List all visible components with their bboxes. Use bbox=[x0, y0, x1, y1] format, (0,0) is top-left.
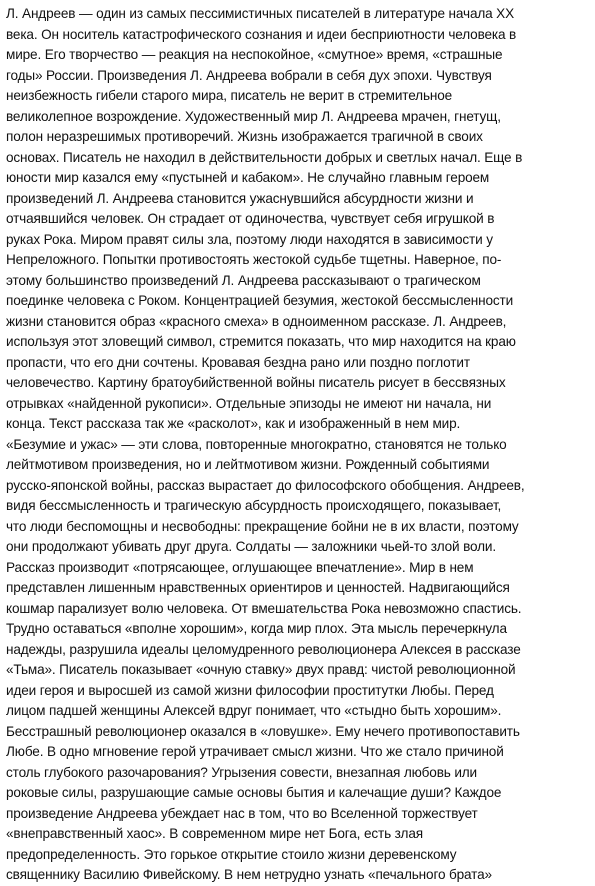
text-line: человечество. Картину братоубийственной войны писатель рисует в бессвязных bbox=[6, 375, 506, 390]
text-line: Непреложного. Попытки противостоять жестокой судьбе тщетны. Наверное, по- bbox=[6, 252, 502, 267]
text-line: руках Рока. Миром правят силы зла, поэтому люди находятся в зависимости у bbox=[6, 231, 493, 247]
text-line: полон неразрешимых противоречий. Жизнь изображается трагичной в своих bbox=[6, 129, 483, 144]
text-line: Л. Андреев — один из самых пессимистичных писателей в литературе начала ХХ bbox=[6, 6, 515, 21]
text-line: видя бессмысленность и трагическую абсурдность происходящего, показывает, bbox=[6, 498, 502, 513]
text-line: идеи героя и выросшей из самой жизни философии проститутки Любы. Перед bbox=[6, 682, 494, 698]
essay-text bbox=[6, 4, 589, 886]
text-line: годы» России. Произведения Л. Андреева вобрали в себя дух эпохи. Чувствуя bbox=[6, 67, 492, 83]
text-line: роковые силы, разрушающие самые основы бытия и калечащие души? Каждое bbox=[6, 785, 502, 800]
text-line: отчаявшийся человек. Он страдает от одиночества, чувствует себя игрушкой в bbox=[6, 211, 495, 226]
text-line: века. Он носитель катастрофического сознания и идеи бесприютности человека в bbox=[6, 26, 517, 42]
text-line: кошмар парализует волю человека. От вмешательства Рока невозможно спастись. bbox=[6, 600, 522, 616]
text-line: священнику Василию Фивейскому. В нем нетрудно узнать «печального брата» bbox=[6, 867, 492, 882]
text-line: используя этот зловещий символ, стремится показать, что мир находится на краю bbox=[6, 334, 516, 349]
text-line: этому большинство произведений Л. Андреева рассказывают о трагическом bbox=[6, 272, 481, 288]
text-line: конца. Текст рассказа так же «расколот», как и изображенный в нем мир. bbox=[6, 416, 461, 431]
text-line: поединке человека с Роком. Концентрацией безумия, жестокой бессмысленности bbox=[6, 293, 514, 308]
text-line: Трудно оставаться «вполне хорошим», когда мир плох. Эта мысль перечеркнула bbox=[6, 621, 507, 636]
text-line: произведение Андреева убеждает нас в том, что во Вселенной торжествует bbox=[6, 805, 478, 821]
text-line: Рассказ производит «потрясающее, оглушающее впечатление». Мир в нем bbox=[6, 559, 474, 575]
text-line: надежды, разрушила идеалы целомудренного революционера Алексея в рассказе bbox=[6, 641, 521, 657]
text-line: «Тьма». Писатель показывает «очную ставку» двух правд: чистой революционной bbox=[6, 662, 516, 677]
text-line: что люди беспомощны и несвободны: прекращение бойни не в их власти, поэтому bbox=[6, 518, 519, 534]
text-line: русско-японской войны, рассказ вырастает до философского обобщения. Андреев, bbox=[6, 477, 525, 493]
text-line: пропасти, что его дни сочтены. Кровавая бездна рано или поздно поглотит bbox=[6, 354, 470, 370]
text-line: великолепное возрождение. Художественный мир Л. Андреева мрачен, гнетущ, bbox=[6, 108, 501, 124]
text-line: произведений Л. Андреева становится ужаснувшийся абсурдности жизни и bbox=[6, 190, 474, 206]
text-line: предопределенность. Это горькое открытие стоило жизни деревенскому bbox=[6, 846, 457, 862]
text-line: мире. Его творчество — реакция на неспокойное, «смутное» время, «страшные bbox=[6, 47, 503, 62]
text-line: юности мир казался ему «пустыней и кабаком». Не случайно главным героем bbox=[6, 170, 490, 185]
text-line: лейтмотивом произведения, но и лейтмотивом жизни. Рожденный событиями bbox=[6, 457, 490, 472]
text-line: они продолжают убивать друг друга. Солдаты — заложники чьей-то злой воли. bbox=[6, 539, 496, 554]
text-line: столь глубокого разочарования? Угрызения совести, внезапная любовь или bbox=[6, 764, 477, 780]
text-line: Любе. В одно мгновение герой утрачивает смысл жизни. Что же стало причиной bbox=[6, 744, 504, 759]
text-line: представлен лишенным нравственных ориентиров и ценностей. Надвигающийся bbox=[6, 580, 510, 595]
text-line: «внеправственный хаос». В современном мире нет Бога, есть злая bbox=[6, 826, 423, 841]
text-line: «Безумие и ужас» — эти слова, повторенные многократно, становятся не только bbox=[6, 436, 507, 452]
text-line: жизни становится образ «красного смеха» в одноименном рассказе. Л. Андреев, bbox=[6, 313, 507, 329]
text-line: Бесстрашный революционер оказался в «ловушке». Ему нечего противопоставить bbox=[6, 723, 520, 739]
text-line: основах. Писатель не находил в действительности добрых и светлых начал. Еще в bbox=[6, 149, 523, 165]
text-line: неизбежность гибели старого мира, писатель не верит в стремительное bbox=[6, 88, 453, 103]
text-line: отрывках «найденной рукописи». Отдельные эпизоды не имеют ни начала, ни bbox=[6, 395, 492, 411]
text-line: лицом падшей женщины Алексей вдруг понимает, что «стыдно быть хорошим». bbox=[6, 703, 502, 718]
